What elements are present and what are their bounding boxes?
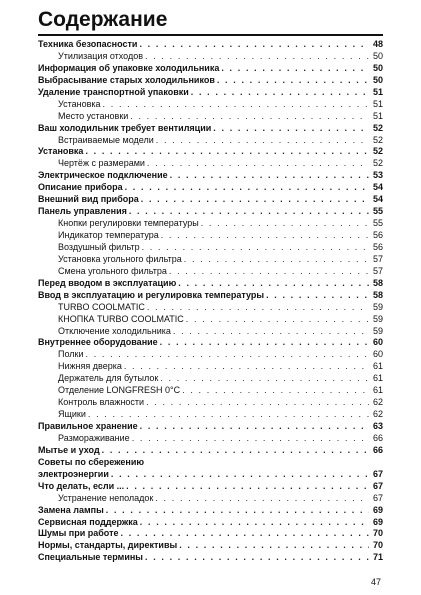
title-underline [38, 34, 383, 36]
dot-leader [221, 63, 369, 75]
toc-entry[interactable] [38, 326, 383, 338]
toc-entry-page: 60 [372, 337, 383, 348]
toc-entry-label: TURBO COOLMATIC [58, 301, 145, 312]
toc-entry-page: 61 [372, 385, 383, 396]
toc-entry[interactable] [38, 75, 383, 87]
toc-entry[interactable] [38, 445, 383, 457]
toc-entry-label: Специальные термины [38, 552, 143, 563]
dot-leader [85, 146, 369, 158]
toc-entry[interactable] [38, 302, 383, 314]
dot-leader [124, 361, 369, 373]
dot-leader [170, 170, 369, 182]
toc-entry-label: Ваш холодильник требует вентиляции [38, 122, 212, 133]
toc-entry-label: Установка угольного фильтра [58, 253, 182, 264]
toc-entry-label: Панель управления [38, 206, 127, 217]
dot-leader [139, 39, 369, 51]
dot-leader [217, 75, 369, 87]
toc-entry-page: 56 [372, 230, 383, 240]
toc-entry[interactable] [38, 278, 383, 290]
dot-leader [142, 242, 369, 254]
toc-entry-page: 59 [372, 301, 383, 312]
toc-entry[interactable] [38, 87, 383, 99]
toc-entry[interactable] [38, 63, 383, 75]
page-title: Содержание [38, 8, 168, 31]
toc-entry[interactable] [38, 505, 383, 517]
toc-entry-label: Установка [58, 98, 101, 109]
toc-entry[interactable] [38, 552, 383, 564]
toc-entry[interactable] [38, 266, 383, 278]
toc-entry[interactable] [38, 433, 383, 445]
dot-leader [86, 349, 370, 361]
toc-entry[interactable] [38, 242, 383, 254]
dot-leader [126, 481, 369, 493]
dot-leader [147, 158, 369, 170]
toc-entry-page: 53 [372, 170, 383, 181]
toc-entry[interactable] [38, 99, 383, 111]
dot-leader [160, 337, 369, 349]
dot-leader [213, 123, 369, 135]
toc-entry-page: 52 [372, 158, 383, 169]
dot-leader [146, 397, 369, 409]
toc-entry-page: 59 [372, 325, 383, 336]
toc-entry-label: Описание прибора [38, 182, 123, 193]
toc-entry-page: 70 [372, 528, 383, 539]
toc-entry-label: Нормы, стандарты, директивы [38, 540, 178, 551]
toc-entry-page: 54 [372, 194, 383, 205]
dot-leader [179, 540, 369, 552]
toc-entry-page: 57 [372, 265, 383, 276]
toc-entry[interactable] [38, 206, 383, 218]
dot-leader [184, 254, 369, 266]
dot-leader [155, 493, 369, 505]
dot-leader [182, 385, 369, 397]
toc-entry-page: 66 [372, 432, 383, 443]
toc-entry[interactable] [38, 528, 383, 540]
toc-entry-page: 59 [372, 313, 383, 324]
table-of-contents [38, 39, 383, 564]
toc-entry[interactable] [38, 361, 383, 373]
toc-entry-label: Индикатор температура [58, 230, 159, 240]
dot-leader [106, 505, 369, 517]
toc-entry-label: Шумы при работе [38, 528, 119, 539]
toc-entry-page: 48 [372, 39, 383, 49]
toc-entry-page: 52 [372, 134, 383, 145]
toc-entry[interactable] [38, 421, 383, 433]
toc-entry-label: Ввод в эксплуатацию и регулировка температуры [38, 289, 265, 300]
dot-leader [103, 99, 369, 111]
toc-entry[interactable] [38, 373, 383, 385]
toc-entry-page: 57 [372, 253, 383, 264]
toc-entry[interactable] [38, 158, 383, 170]
toc-entry-page: 69 [372, 516, 383, 527]
toc-entry-page: 70 [372, 540, 383, 551]
toc-entry-page: 51 [372, 98, 383, 109]
toc-entry-page: 67 [372, 492, 383, 503]
toc-entry-label: Смена угольного фильтра [58, 265, 167, 276]
dot-leader [102, 445, 369, 457]
toc-entry-label: Кнопки регулировки температуры [58, 218, 199, 229]
toc-entry-page: 54 [372, 182, 383, 193]
toc-entry[interactable] [38, 493, 383, 505]
toc-entry-label: Мытье и уход [38, 444, 100, 455]
toc-entry-label: Замена лампы [38, 504, 104, 515]
toc-entry-page: 62 [372, 409, 383, 420]
dot-leader [130, 111, 369, 123]
toc-entry-label: Перед вводом в эксплуатацию [38, 277, 177, 288]
toc-entry-label: Устранение неполадок [58, 492, 154, 503]
toc-entry-label: Внутреннее оборудование [38, 337, 158, 348]
dot-leader [140, 421, 369, 433]
dot-leader [88, 409, 369, 421]
toc-entry-label: Советы по сбережению [38, 456, 145, 467]
toc-entry-page: 63 [372, 421, 383, 431]
toc-entry[interactable] [38, 111, 383, 123]
dot-leader [201, 218, 369, 230]
toc-entry[interactable] [38, 540, 383, 552]
toc-entry-page: 69 [372, 504, 383, 515]
dot-leader [141, 194, 369, 206]
toc-entry-label: Внешний вид прибора [38, 194, 139, 205]
toc-entry[interactable] [38, 290, 383, 302]
toc-entry-page: 56 [372, 241, 383, 252]
toc-entry-page: 61 [372, 373, 383, 384]
toc-entry-page: 62 [372, 397, 383, 408]
toc-entry-label: Установка [38, 146, 84, 157]
dot-leader [169, 266, 369, 278]
dot-leader [125, 182, 369, 194]
dot-leader [266, 290, 369, 302]
toc-entry-label: Держатель для бутылок [58, 373, 159, 384]
toc-entry-page: 55 [372, 218, 383, 229]
dot-leader [173, 326, 369, 338]
page-number: 47 [370, 577, 381, 587]
toc-entry[interactable] [38, 457, 383, 469]
toc-entry-label: Размораживание [58, 432, 130, 443]
toc-entry[interactable] [38, 397, 383, 409]
dot-leader [160, 373, 369, 385]
toc-entry[interactable] [38, 337, 383, 349]
dot-leader [147, 302, 369, 314]
toc-entry-label: Правильное хранение [38, 421, 138, 431]
toc-entry-page: 60 [372, 349, 383, 360]
toc-entry[interactable] [38, 39, 383, 51]
toc-entry[interactable] [38, 385, 383, 397]
toc-entry[interactable] [38, 517, 383, 529]
toc-entry[interactable] [38, 409, 383, 421]
toc-entry-label: Воздушный фильтр [58, 241, 140, 252]
dot-leader [132, 433, 369, 445]
dot-leader [191, 87, 369, 99]
toc-entry-label: Полки [58, 349, 84, 360]
dot-leader [145, 552, 369, 564]
toc-entry-label: Чертёж с размерами [58, 158, 145, 169]
dot-leader [156, 135, 369, 147]
toc-entry-page: 67 [372, 480, 383, 491]
toc-entry-label: Электрическое подключение [38, 170, 168, 181]
toc-entry-page: 66 [372, 444, 383, 455]
toc-entry-label: Ящики [58, 409, 86, 420]
toc-entry-page: 58 [372, 289, 383, 300]
toc-entry-page: 51 [372, 110, 383, 121]
toc-entry-page: 71 [372, 552, 383, 563]
toc-entry-page: 51 [372, 86, 383, 97]
toc-entry-label: Место установки [58, 110, 129, 121]
dot-leader [178, 278, 369, 290]
toc-entry-label: КНОПКА TURBO COOLMATIC [58, 313, 184, 324]
toc-entry-label: Утилизация отходов [58, 50, 144, 61]
toc-entry[interactable] [38, 123, 383, 135]
toc-entry-page: 52 [372, 146, 383, 157]
dot-leader [140, 517, 369, 529]
toc-entry-label: Выбрасывание старых холодильников [38, 74, 215, 85]
toc-entry-page: 67 [372, 468, 383, 479]
toc-entry-page: 61 [372, 361, 383, 372]
dot-leader [129, 206, 369, 218]
toc-entry[interactable] [38, 481, 383, 493]
toc-entry-label: Удаление транспортной упаковки [38, 86, 189, 97]
toc-entry[interactable] [38, 194, 383, 206]
toc-entry[interactable] [38, 218, 383, 230]
toc-entry[interactable] [38, 349, 383, 361]
toc-entry[interactable] [38, 170, 383, 182]
toc-entry-label: электроэнергии [38, 468, 109, 479]
toc-entry-page: 50 [372, 62, 383, 73]
toc-entry-page: 50 [372, 74, 383, 85]
toc-entry-label: Нижняя дверка [58, 361, 122, 372]
toc-entry-label: Отключение холодильника [58, 325, 171, 336]
toc-entry[interactable] [38, 230, 383, 242]
toc-entry[interactable] [38, 254, 383, 266]
toc-entry[interactable] [38, 146, 383, 158]
toc-entry-label: Информация об упаковке холодильника [38, 62, 220, 73]
dot-leader [186, 314, 369, 326]
toc-entry[interactable] [38, 469, 383, 481]
toc-entry-label: Встраиваемые модели [58, 134, 154, 145]
toc-entry[interactable] [38, 314, 383, 326]
toc-entry-label: Отделение LONGFRESH 0°C [58, 385, 181, 396]
toc-entry-page: 55 [372, 206, 383, 217]
toc-entry-page: 52 [372, 122, 383, 133]
toc-entry-page: 50 [372, 50, 383, 61]
dot-leader [121, 528, 370, 540]
toc-entry[interactable] [38, 135, 383, 147]
toc-entry-label: Что делать, если ... [38, 480, 125, 491]
toc-entry-label: Сервисная поддержка [38, 516, 138, 527]
toc-entry-page: 58 [372, 277, 383, 288]
dot-leader [161, 230, 369, 242]
toc-entry[interactable] [38, 182, 383, 194]
toc-entry[interactable] [38, 51, 383, 63]
dot-leader [111, 469, 369, 481]
toc-entry-label: Контроль влажности [58, 397, 145, 408]
toc-entry-label: Техника безопасности [38, 39, 138, 49]
dot-leader [145, 51, 369, 63]
